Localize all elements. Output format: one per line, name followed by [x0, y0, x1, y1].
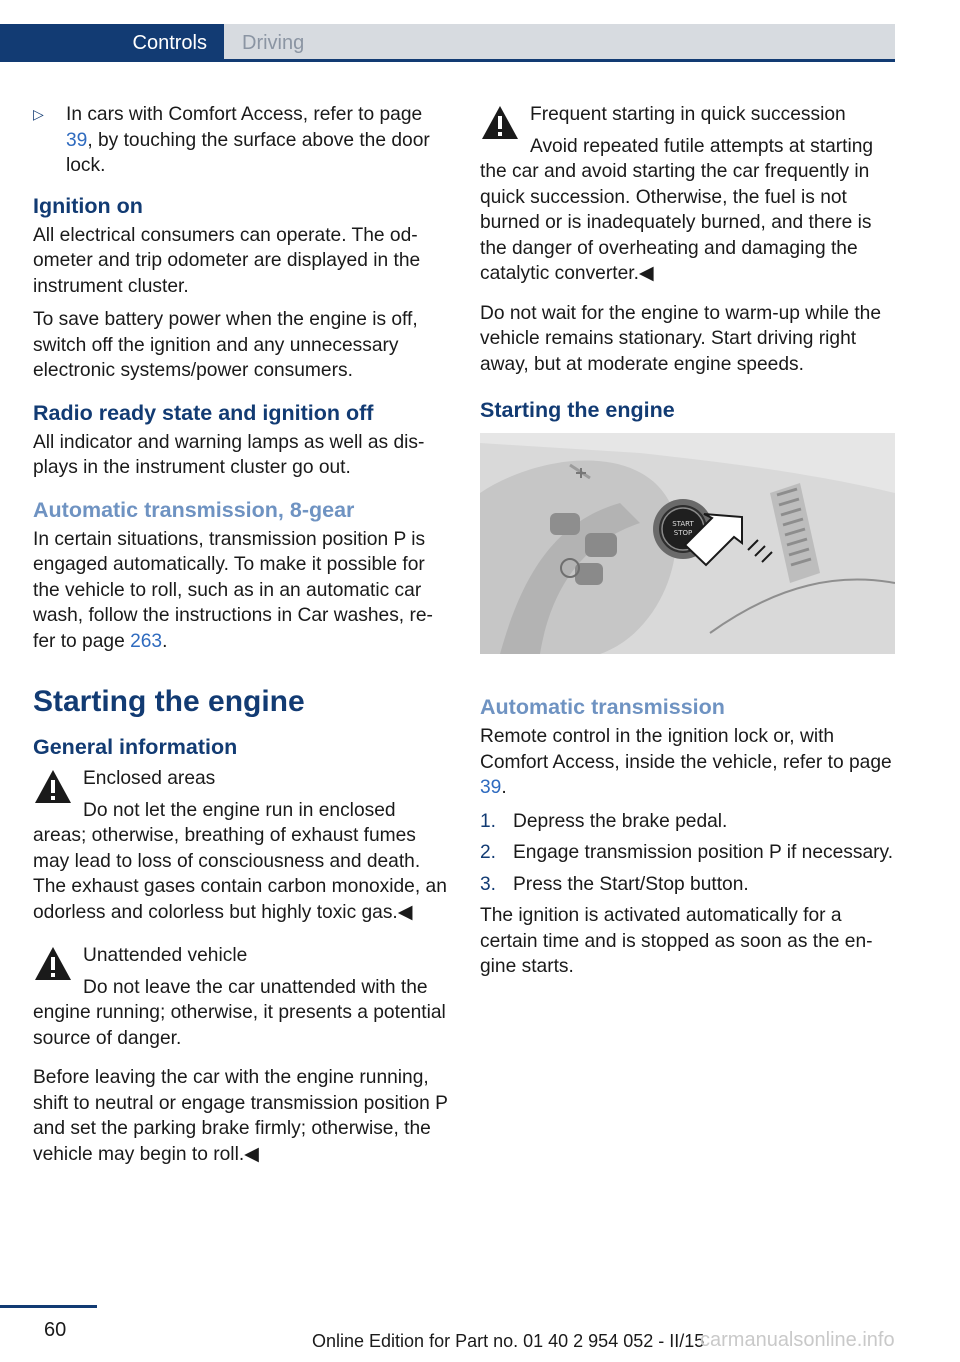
- warning-title: Enclosed areas: [83, 768, 216, 789]
- heading-automatic-transmission: Automatic transmission: [480, 695, 725, 719]
- ignition-on-paragraph-1: All electrical consumers can operate. The odometer and trip odometer are displayed in the instrument cluster.: [33, 224, 421, 297]
- warning-body: Do not let the engine run in enclosed areas; otherwise, breathing of exhaust fumes may lead to loss of consciousness and death. The exhaust gases contain carbon monoxide, an odorless and colorless but highly toxic gas.◀: [33, 799, 447, 923]
- bullet-text-post: , by touching the surface above the door lock.: [66, 129, 430, 176]
- step-number: 2.: [480, 842, 497, 863]
- automatic-8-gear-paragraph: [33, 527, 448, 655]
- step-text: Engage transmission position P if necessary.: [513, 842, 894, 863]
- radio-ready-paragraph: All indicator and warning lamps as well as displays in the instrument cluster go out.: [33, 431, 425, 478]
- step-number: 3.: [480, 873, 497, 895]
- page-link-39[interactable]: 39: [66, 129, 88, 151]
- chapter-header: [0, 24, 895, 62]
- section-title: Starting the engine: [33, 685, 305, 718]
- step-item: [480, 809, 895, 835]
- heading-general-information: General information: [33, 735, 238, 759]
- tab-controls[interactable]: Controls: [0, 24, 224, 62]
- edition-text: Online Edition for Part no. 01 40 2 954 052 - II/15: [312, 1331, 705, 1351]
- heading-starting-the-engine: Starting the engine: [480, 398, 675, 422]
- step-number: 1.: [480, 810, 497, 832]
- page-number: 60: [44, 1319, 67, 1341]
- start-label: START: [672, 520, 694, 528]
- right-column: [480, 102, 895, 988]
- footer-rule: [0, 1305, 97, 1308]
- auto-text-post: .: [501, 777, 507, 798]
- warning-title: Frequent starting in quick succession: [530, 104, 846, 125]
- stop-label: STOP: [673, 529, 693, 537]
- warning-title: Unattended vehicle: [83, 945, 248, 966]
- warning-triangle-icon: [33, 768, 73, 806]
- step-item: [480, 872, 895, 898]
- unattended-paragraph-2: Before leaving the car with the engine running, shift to neutral or engage transmission position P and set the parking brake firmly; otherwise, the vehicle may begin to roll.◀: [33, 1067, 448, 1165]
- auto-text-pre: Remote control in the ignition lock or, with Comfort Access, inside the vehicle, refer to page: [480, 726, 892, 773]
- bullet-text-pre: In cars with Comfort Access, refer to page: [66, 104, 423, 125]
- heading-radio-ready: Radio ready state and ignition off: [33, 400, 374, 425]
- closing-paragraph: The ignition is activated automatically for a certain time and is stopped as soon as the engine starts.: [480, 905, 873, 977]
- auto8-text-post: .: [162, 630, 168, 652]
- warning-body: Avoid repeated futile attempts at starting the car and avoid starting the car frequently in quick succession. Otherwise, the fuel is not burned or is inadequately burned, and there is the danger of overheating and damaging the catalytic converter.◀: [480, 135, 874, 284]
- page-link-263[interactable]: 263: [130, 630, 163, 652]
- heading-automatic-8-gear: Automatic transmission, 8-gear: [33, 497, 355, 522]
- left-column: [33, 102, 448, 1175]
- warning-triangle-icon: [480, 104, 520, 142]
- warning-enclosed-areas: [33, 766, 448, 925]
- watermark: carmanualsonline.info: [700, 1329, 895, 1351]
- step-item: [480, 840, 895, 866]
- bullet-item: [33, 102, 448, 179]
- start-stop-button-photo: [480, 433, 895, 654]
- steps-list: [480, 809, 895, 898]
- heading-ignition-on: Ignition on: [33, 193, 143, 218]
- header-rule: [0, 59, 895, 62]
- triangle-bullet-icon: ▷: [33, 106, 44, 122]
- warning-body: Do not leave the car unattended with the engine running; otherwise, it presents a potential source of danger.: [33, 976, 446, 1049]
- step-text: Press the Start/Stop button.: [513, 873, 749, 895]
- warning-unattended-vehicle: [33, 943, 448, 1051]
- warning-triangle-icon: [33, 945, 73, 983]
- automatic-transmission-paragraph: [480, 724, 895, 801]
- tab-driving[interactable]: Driving: [242, 32, 305, 54]
- auto8-text-pre: In certain situations, transmission position P is engaged automatically. To make it possible for the vehicle to roll, such as in an automatic car wash, follow the instructions in Car washes, refer to page: [33, 528, 433, 652]
- step-text: Depress the brake pedal.: [513, 810, 728, 832]
- page-link-39-b[interactable]: 39: [480, 777, 502, 798]
- warning-frequent-starting: [480, 102, 895, 287]
- ignition-on-paragraph-2: To save battery power when the engine is off, switch off the ignition and any unnecessary electronic systems/power consumers.: [33, 309, 418, 381]
- warmup-paragraph: Do not wait for the engine to warm-up while the vehicle remains stationary. Start driving right away, but at moderate engine speeds.: [480, 302, 882, 375]
